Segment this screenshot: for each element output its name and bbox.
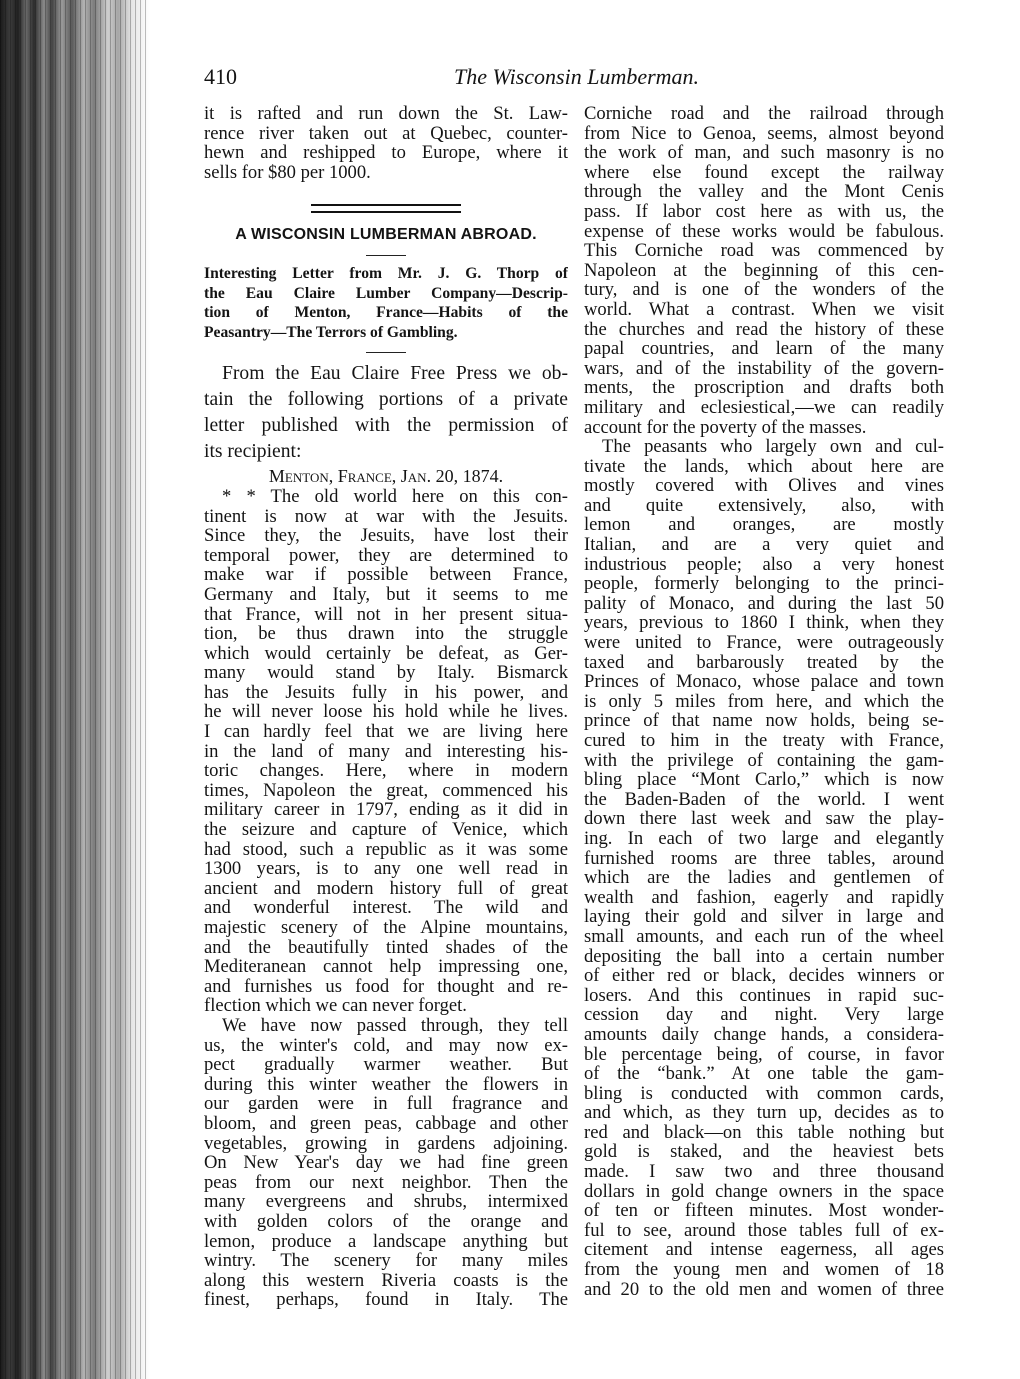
text-line: were united to France, were outrageously [584, 633, 944, 653]
text-line: I can hardly feel that we are living here [204, 722, 568, 742]
text-line: bling place “Mont Carlo,” which is now [584, 770, 944, 790]
text-line: peas from our next neighbor. Then the [204, 1172, 568, 1193]
text-line: From the Eau Claire Free Press we ob- [222, 363, 568, 385]
text-line: where else found except the railway [584, 162, 944, 183]
text-line: Peasantry—The Terrors of Gambling. [204, 323, 458, 341]
letter-continuation [584, 104, 944, 1299]
text-line: through the valley and the Mont Cenis [584, 182, 944, 202]
text-line: during this winter weather the flowers in [204, 1074, 568, 1095]
text-line: This Corniche road was commenced by [584, 241, 944, 261]
text-line: its recipient: [204, 441, 302, 463]
page-header [204, 64, 944, 94]
text-line: make war if possible between France, [204, 565, 568, 585]
text-line: small amounts, and each run of the wheel [584, 926, 944, 947]
text-line: flection which we can never forget. [204, 996, 467, 1016]
text-line: Princes of Monaco, whose palace and town [584, 672, 944, 692]
text-line: * * The old world here on this con- [222, 486, 568, 507]
text-line: sells for $80 per 1000. [204, 162, 371, 183]
text-line: and which, as they turn up, decides as to [584, 1103, 944, 1123]
text-line: taxed and barbarously treated by the [584, 652, 944, 673]
text-line: with the privilege of containing the gam- [584, 750, 944, 771]
text-line: many evergreens and shrubs, intermixed [204, 1192, 568, 1212]
text-line: along this western Riveria coasts is the [204, 1270, 568, 1291]
text-line: the work of man, and such masonry is no [584, 143, 944, 163]
left-column [204, 104, 568, 1310]
text-line: of ten or fifteen minutes. Most wonder- [584, 1201, 944, 1221]
text-line: tivate the lands, which about here are [584, 456, 944, 477]
text-line: pality of Monaco, and during the last 50 [584, 593, 944, 614]
text-line: of either red or black, decides winners or [584, 966, 944, 986]
section-divider [311, 204, 461, 213]
text-line: The peasants who largely own and cul- [602, 437, 944, 457]
text-line: On New Year's day we had fine green [204, 1153, 568, 1173]
text-line: Napoleon at the beginning of this cen- [584, 260, 944, 281]
text-line: many would stand by Italy. Bismarck [204, 663, 568, 683]
text-line: our garden were in full fragrance and [204, 1094, 568, 1114]
text-line: had stood, such a republic as it was some [204, 839, 568, 860]
text-line: it is rafted and run down the St. Law- [204, 104, 568, 124]
text-line: that France, will not in her present situa- [204, 604, 568, 625]
text-line: which would certainly be defeat, as Ger- [204, 643, 568, 664]
text-line: expense of these works would be fabulous. [584, 221, 944, 242]
text-line: vegetables, growing in gardens adjoining. [204, 1133, 568, 1154]
text-line: cured to him in the treaty with France, [584, 731, 944, 751]
text-line: Since they, the Jesuits, have lost their [204, 526, 568, 546]
text-line: dollars in gold change owners in the space [584, 1181, 944, 1202]
text-line: toric changes. Here, where in modern [204, 761, 568, 781]
text-line: We have now passed through, they tell [222, 1015, 568, 1036]
right-column [584, 104, 944, 1299]
text-line: wars, and of the instability of the govern- [584, 358, 944, 379]
text-line: down there last week and saw the play- [584, 809, 944, 829]
text-line: and furnishes us food for thought and re- [204, 976, 568, 997]
text-line: the seizure and capture of Venice, which [204, 820, 568, 840]
text-line: Italian, and are a very quiet and [584, 535, 944, 555]
text-line: from Nice to Genoa, seems, almost beyond [584, 123, 944, 144]
letter-body [204, 487, 568, 1310]
text-line: furnished rooms are three tables, around [584, 848, 944, 869]
text-line: us, the winter's cold, and may now ex- [204, 1035, 568, 1056]
text-line: times, Napoleon the great, commenced his [204, 780, 568, 801]
text-line: rence river taken out at Quebec, counter- [204, 123, 568, 144]
text-line: and 20 to the old men and women of three [584, 1279, 944, 1300]
article-subhead [204, 264, 568, 342]
text-line: in the land of many and interesting his- [204, 741, 568, 762]
text-line: bling is conducted with common cards, [584, 1083, 944, 1104]
text-line: ful to see, around those tables full of ex- [584, 1220, 944, 1241]
text-line: is only 5 miles from here, and which the [584, 691, 944, 712]
text-line: tinent is now at war with the Jesuits. [204, 506, 568, 527]
text-line: military career in 1797, ending as it did in [204, 800, 568, 821]
text-line: years, previous to 1860 I think, when they [584, 613, 944, 634]
text-line: the Eau Claire Lumber Company—Descrip- [204, 284, 568, 302]
text-line: which are the ladies and gentlemen of [584, 868, 944, 888]
page-number: 410 [204, 64, 237, 89]
text-line: of the “bank.” At one table the gam- [584, 1064, 944, 1084]
article-heading: A WISCONSIN LUMBERMAN ABROAD. [235, 226, 537, 244]
text-line: made. I saw two and three thousand [584, 1162, 944, 1182]
text-line: industrious people; also a very honest [584, 554, 944, 575]
text-line: lemon and oranges, are mostly [584, 515, 944, 536]
text-line: he will never loose his hold while he lives. [204, 702, 568, 723]
text-line: ble percentage being, of course, in favor [584, 1044, 944, 1065]
text-line: letter published with the permission of [204, 415, 568, 437]
text-line: prince of that name now holds, being se- [584, 711, 944, 731]
text-line: ing. In each of two large and elegantly [584, 828, 944, 849]
text-line: military and eclesiestical,—we can readily [584, 397, 944, 418]
text-line: wealth and fashion, eagerly and rapidly [584, 887, 944, 908]
text-line: has the Jesuits fully in his power, and [204, 682, 568, 703]
text-line: and the beautifully tinted shades of the [204, 937, 568, 958]
text-line: Corniche road and the railroad through [584, 104, 944, 124]
text-line: and quite extensively, also, with [584, 495, 944, 516]
running-title: The Wisconsin Lumberman. [454, 64, 700, 89]
text-line: wintry. The scenery for many miles [204, 1251, 568, 1271]
text-line: pass. If labor cost here as with us, the [584, 201, 944, 222]
text-line: losers. And this continues in rapid suc- [584, 985, 944, 1006]
text-line: laying their gold and silver in large and [584, 907, 944, 927]
text-line: ments, the proscription and drafts both [584, 378, 944, 398]
text-line: red and black—on this table nothing but [584, 1122, 944, 1143]
text-line: the churches and read the history of these [584, 319, 944, 340]
text-line: 1300 years, is to any one well read in [204, 859, 568, 879]
text-line: finest, perhaps, found in Italy. The [204, 1290, 568, 1310]
text-line: Interesting Letter from Mr. J. G. Thorp of [204, 264, 568, 282]
text-line: citement and intense eagerness, all ages [584, 1240, 944, 1261]
page [150, 0, 1020, 1379]
text-line: tion of Menton, France—Habits of the [204, 304, 568, 322]
text-line: gold is staked, and the heaviest bets [584, 1142, 944, 1163]
text-line: tain the following portions of a private [204, 389, 568, 411]
text-line: tury, and is one of the wonders of the [584, 280, 944, 300]
text-line: tion, be thus drawn into the struggle [204, 624, 568, 644]
text-line: with golden colors of the orange and [204, 1211, 568, 1232]
text-line: amounts daily change hands, a considera- [584, 1024, 944, 1045]
text-line: pect gradually warmer weather. But [204, 1055, 568, 1075]
heading-rule [366, 255, 406, 256]
text-line: lemon, produce a landscape anything but [204, 1231, 568, 1252]
subhead-rule [366, 352, 406, 353]
text-line: majestic scenery of the Alpine mountains, [204, 918, 568, 938]
text-line: bloom, and green peas, cabbage and other [204, 1113, 568, 1134]
text-line: account for the poverty of the masses. [584, 417, 867, 438]
text-line: people, formerly belonging to the princi- [584, 574, 944, 594]
article-intro [204, 361, 568, 465]
letter-dateline: Menton, France, Jan. 20, 1874. [268, 466, 504, 487]
text-line: and wonderful interest. The wild and [204, 898, 568, 918]
text-line: papal countries, and learn of the many [584, 339, 944, 359]
opening-paragraph [204, 104, 568, 182]
text-line: ancient and modern history full of great [204, 878, 568, 899]
text-line: from the young men and women of 18 [584, 1260, 944, 1280]
text-line: Germany and Italy, but it seems to me [204, 584, 568, 605]
text-line: hewn and reshipped to Europe, where it [204, 143, 568, 163]
book-binding-edge [0, 0, 150, 1379]
text-line: Mediteranean cannot help impressing one, [204, 957, 568, 977]
text-line: cession day and night. Very large [584, 1005, 944, 1025]
text-line: mostly covered with Olives and vines [584, 476, 944, 496]
text-line: temporal power, they are determined to [204, 545, 568, 566]
text-line: world. What a contrast. When we visit [584, 299, 944, 320]
text-line: the Baden-Baden of the world. I went [584, 789, 944, 810]
text-line: depositing the ball into a certain number [584, 946, 944, 967]
